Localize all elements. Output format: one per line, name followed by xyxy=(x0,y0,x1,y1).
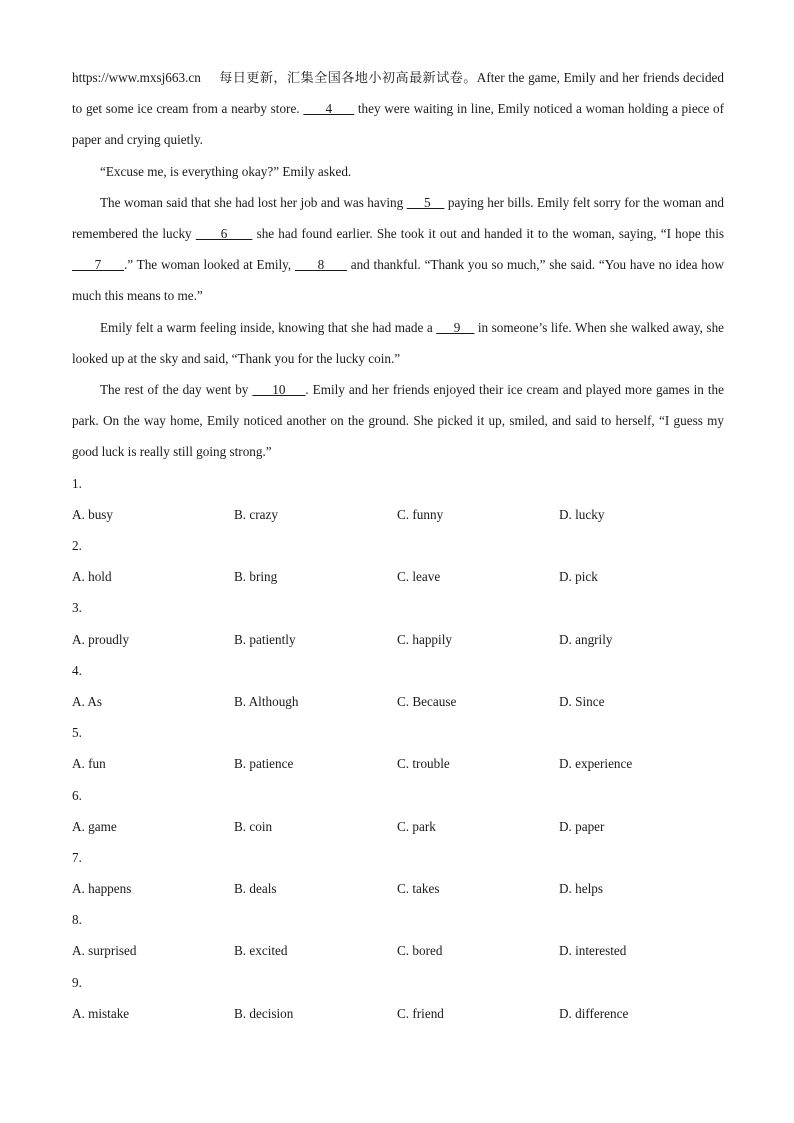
question-number: 2. xyxy=(72,538,82,554)
blank-5: 5 xyxy=(406,194,445,210)
header-note: 每日更新，汇集全国各地小初高最新试卷。 xyxy=(219,70,477,85)
option-row xyxy=(72,499,724,530)
option-c[interactable]: C. funny xyxy=(397,506,444,522)
option-d[interactable]: D. angrily xyxy=(559,631,613,647)
passage-text: and thankful. “Thank you so much,” she said. “You have no idea how much this means to me.” xyxy=(72,257,725,304)
option-a[interactable]: A. happens xyxy=(72,881,132,897)
option-a[interactable]: A. mistake xyxy=(72,1005,130,1021)
passage-paragraph-2: “Excuse me, is everything okay?” Emily asked. xyxy=(100,163,352,179)
passage-text: After the game, Emily and her friends decided to get some ice cream from a nearby store. xyxy=(72,70,725,117)
question-number: 8. xyxy=(72,912,82,928)
option-a[interactable]: A. busy xyxy=(72,506,114,522)
question-item xyxy=(72,655,724,717)
passage-text: The rest of the day went by xyxy=(100,382,249,398)
question-item xyxy=(72,530,724,592)
question-list xyxy=(72,468,724,1029)
option-b[interactable]: B. decision xyxy=(234,1005,294,1021)
question-number: 5. xyxy=(72,725,82,741)
question-number: 6. xyxy=(72,787,82,803)
passage-paragraph-4 xyxy=(72,312,724,374)
blank-7: 7 xyxy=(72,257,124,273)
question-number: 1. xyxy=(72,475,82,491)
passage-text: paying her bills. Emily felt sorry for the woman and remembered the lucky xyxy=(72,194,725,242)
passage-text: in someone’s life. When she walked away, she looked up at the sky and said, “Thank you for the lucky coin.” xyxy=(72,319,725,366)
passage-paragraph-5 xyxy=(72,374,724,468)
option-c[interactable]: C. friend xyxy=(397,1005,444,1021)
option-b[interactable]: B. Although xyxy=(234,693,299,709)
question-item xyxy=(72,468,724,530)
question-item xyxy=(72,967,724,1029)
option-row xyxy=(72,998,724,1029)
option-a[interactable]: A. proudly xyxy=(72,631,130,647)
passage-text: she had found earlier. She took it out and handed it to the woman, saying, “I hope this xyxy=(256,226,725,242)
option-row xyxy=(72,811,724,842)
option-d[interactable]: D. difference xyxy=(559,1005,629,1021)
question-item xyxy=(72,717,724,779)
option-c[interactable]: C. trouble xyxy=(397,756,450,772)
question-number: 9. xyxy=(72,974,82,990)
option-d[interactable]: D. experience xyxy=(559,756,633,772)
option-a[interactable]: A. fun xyxy=(72,756,106,772)
passage-paragraph-1 xyxy=(72,62,724,156)
option-d[interactable]: D. interested xyxy=(559,943,627,959)
passage-text: Emily felt a warm feeling inside, knowing that she had made a xyxy=(100,319,433,335)
question-number: 7. xyxy=(72,849,82,865)
passage-text: . Emily and her friends enjoyed their ice cream and played more games in the park. On the way home, Emily noticed another on the ground. She picked it up, smiled, and said to herself, “I guess my good luck is really still going strong.” xyxy=(72,382,724,460)
option-row xyxy=(72,624,724,655)
blank-10: 10 xyxy=(252,382,306,398)
option-row xyxy=(72,935,724,966)
question-item xyxy=(72,842,724,904)
header-url: https://www.mxsj663.cn xyxy=(72,70,201,85)
passage-text: .” The woman looked at Emily, xyxy=(123,257,292,273)
question-number: 4. xyxy=(72,662,82,678)
option-a[interactable]: A. game xyxy=(72,818,117,834)
option-row xyxy=(72,686,724,717)
option-c[interactable]: C. park xyxy=(397,818,436,834)
option-c[interactable]: C. Because xyxy=(397,693,457,709)
option-b[interactable]: B. coin xyxy=(234,818,273,834)
blank-8: 8 xyxy=(294,257,347,273)
option-d[interactable]: D. Since xyxy=(559,693,605,709)
blank-9: 9 xyxy=(436,319,475,335)
option-b[interactable]: B. deals xyxy=(234,881,277,897)
question-item xyxy=(72,780,724,842)
option-d[interactable]: D. pick xyxy=(559,569,598,585)
question-item xyxy=(72,904,724,966)
option-c[interactable]: C. leave xyxy=(397,569,441,585)
option-c[interactable]: C. happily xyxy=(397,631,452,647)
blank-4: 4 xyxy=(303,101,355,117)
option-b[interactable]: B. patience xyxy=(234,756,294,772)
option-b[interactable]: B. bring xyxy=(234,569,278,585)
option-row xyxy=(72,561,724,592)
option-a[interactable]: A. surprised xyxy=(72,943,137,959)
passage-text: they were waiting in line, Emily noticed a woman holding a piece of paper and crying quietly. xyxy=(72,101,725,148)
option-b[interactable]: B. excited xyxy=(234,943,288,959)
document-page xyxy=(72,62,724,1029)
option-d[interactable]: D. helps xyxy=(559,881,603,897)
option-b[interactable]: B. patiently xyxy=(234,631,296,647)
blank-6: 6 xyxy=(195,226,253,242)
option-row xyxy=(72,748,724,779)
option-d[interactable]: D. paper xyxy=(559,818,605,834)
option-d[interactable]: D. lucky xyxy=(559,506,605,522)
option-a[interactable]: A. As xyxy=(72,693,103,709)
passage-text: The woman said that she had lost her job and was having xyxy=(100,194,404,210)
passage-paragraph-3 xyxy=(72,187,724,312)
option-row xyxy=(72,873,724,904)
option-c[interactable]: C. bored xyxy=(397,943,443,959)
question-item xyxy=(72,592,724,654)
option-b[interactable]: B. crazy xyxy=(234,506,278,522)
option-c[interactable]: C. takes xyxy=(397,881,440,897)
question-number: 3. xyxy=(72,600,82,616)
option-a[interactable]: A. hold xyxy=(72,569,112,585)
